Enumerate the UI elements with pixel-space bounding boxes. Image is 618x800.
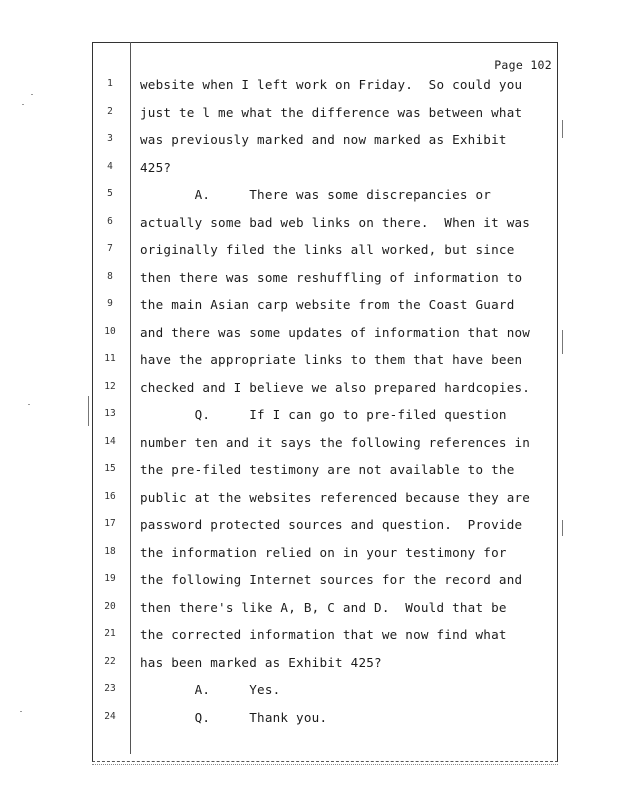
line-number: 15 bbox=[104, 463, 116, 474]
transcript-line bbox=[92, 132, 558, 160]
line-text: Q. Thank you. bbox=[140, 709, 328, 725]
line-number: 14 bbox=[104, 435, 116, 447]
line-text: have the appropriate links to them that have been bbox=[140, 352, 523, 367]
transcript-line bbox=[92, 215, 558, 243]
transcript-line bbox=[92, 297, 558, 325]
line-text: then there's like A, B, C and D. Would that be bbox=[140, 599, 507, 615]
line-text: has been marked as Exhibit 425? bbox=[140, 654, 382, 670]
line-text: checked and I believe we also prepared hardcopies. bbox=[140, 379, 531, 395]
line-number: 18 bbox=[104, 545, 116, 557]
page-number: Page 102 bbox=[494, 58, 552, 72]
transcript-line bbox=[92, 462, 558, 490]
transcript-line bbox=[92, 517, 558, 545]
scan-edge-mark bbox=[562, 120, 563, 138]
transcript-line bbox=[92, 490, 558, 518]
scan-speck bbox=[22, 104, 24, 105]
transcript-line bbox=[92, 105, 558, 133]
transcript-line bbox=[92, 545, 558, 573]
line-text: 425? bbox=[140, 159, 172, 175]
line-number: 4 bbox=[107, 160, 113, 172]
scan-speck bbox=[20, 711, 22, 712]
scan-edge-mark bbox=[562, 520, 563, 536]
line-text: the pre-filed testimony are not available to the bbox=[140, 462, 515, 477]
line-number: 19 bbox=[104, 573, 116, 584]
line-number: 6 bbox=[107, 215, 113, 227]
transcript-line bbox=[92, 160, 558, 188]
line-text: the following Internet sources for the record and bbox=[140, 572, 523, 587]
line-number: 23 bbox=[104, 683, 116, 694]
transcript-line bbox=[92, 270, 558, 298]
line-number: 17 bbox=[104, 518, 116, 529]
transcript-line bbox=[92, 655, 558, 683]
line-text: Q. If I can go to pre-filed question bbox=[140, 407, 507, 422]
line-number: 13 bbox=[104, 408, 116, 419]
scan-edge-mark bbox=[562, 330, 563, 354]
scan-speck bbox=[31, 94, 33, 95]
line-number: 11 bbox=[104, 353, 116, 364]
line-number: 24 bbox=[104, 710, 116, 722]
line-text: was previously marked and now marked as Exhibit bbox=[140, 132, 507, 147]
transcript-line bbox=[92, 435, 558, 463]
line-number: 21 bbox=[104, 628, 116, 639]
scan-bottom-edge bbox=[92, 764, 558, 765]
line-text: password protected sources and question. Provide bbox=[140, 517, 523, 532]
line-text: number ten and it says the following references in bbox=[140, 434, 531, 450]
line-text: A. There was some discrepancies or bbox=[140, 187, 492, 202]
line-number: 10 bbox=[104, 325, 116, 337]
transcript-line bbox=[92, 325, 558, 353]
line-number: 8 bbox=[107, 270, 113, 282]
line-number: 12 bbox=[104, 380, 116, 392]
line-text: and there was some updates of information that now bbox=[140, 324, 531, 340]
transcript-line bbox=[92, 77, 558, 105]
transcript-line bbox=[92, 242, 558, 270]
line-number: 9 bbox=[107, 298, 113, 309]
line-text: the corrected information that we now find what bbox=[140, 627, 507, 642]
transcript-line bbox=[92, 352, 558, 380]
line-text: then there was some reshuffling of information to bbox=[140, 269, 523, 285]
line-number: 7 bbox=[107, 243, 113, 254]
transcript-line bbox=[92, 600, 558, 628]
line-number: 20 bbox=[104, 600, 116, 612]
line-text: public at the websites referenced because they are bbox=[140, 489, 531, 505]
line-text: website when I left work on Friday. So could you bbox=[140, 77, 523, 92]
line-number: 1 bbox=[107, 78, 113, 89]
transcript-line bbox=[92, 710, 558, 738]
scan-speck bbox=[28, 404, 30, 405]
transcript-line bbox=[92, 627, 558, 655]
line-text: the main Asian carp website from the Coast Guard bbox=[140, 297, 515, 312]
line-text: the information relied on in your testimony for bbox=[140, 544, 507, 560]
line-number: 3 bbox=[107, 133, 113, 144]
line-text: A. Yes. bbox=[140, 682, 281, 697]
line-text: originally filed the links all worked, but since bbox=[140, 242, 515, 257]
transcript-line bbox=[92, 407, 558, 435]
transcript-line bbox=[92, 380, 558, 408]
transcript-body bbox=[92, 77, 558, 737]
transcript-line bbox=[92, 572, 558, 600]
line-text: just te l me what the difference was between what bbox=[140, 104, 523, 120]
line-number: 22 bbox=[104, 655, 116, 667]
transcript-line bbox=[92, 187, 558, 215]
scan-edge-mark bbox=[88, 396, 89, 426]
transcript-line bbox=[92, 682, 558, 710]
line-number: 16 bbox=[104, 490, 116, 502]
line-number: 5 bbox=[107, 188, 113, 199]
line-number: 2 bbox=[107, 105, 113, 117]
line-text: actually some bad web links on there. When it was bbox=[140, 214, 531, 230]
